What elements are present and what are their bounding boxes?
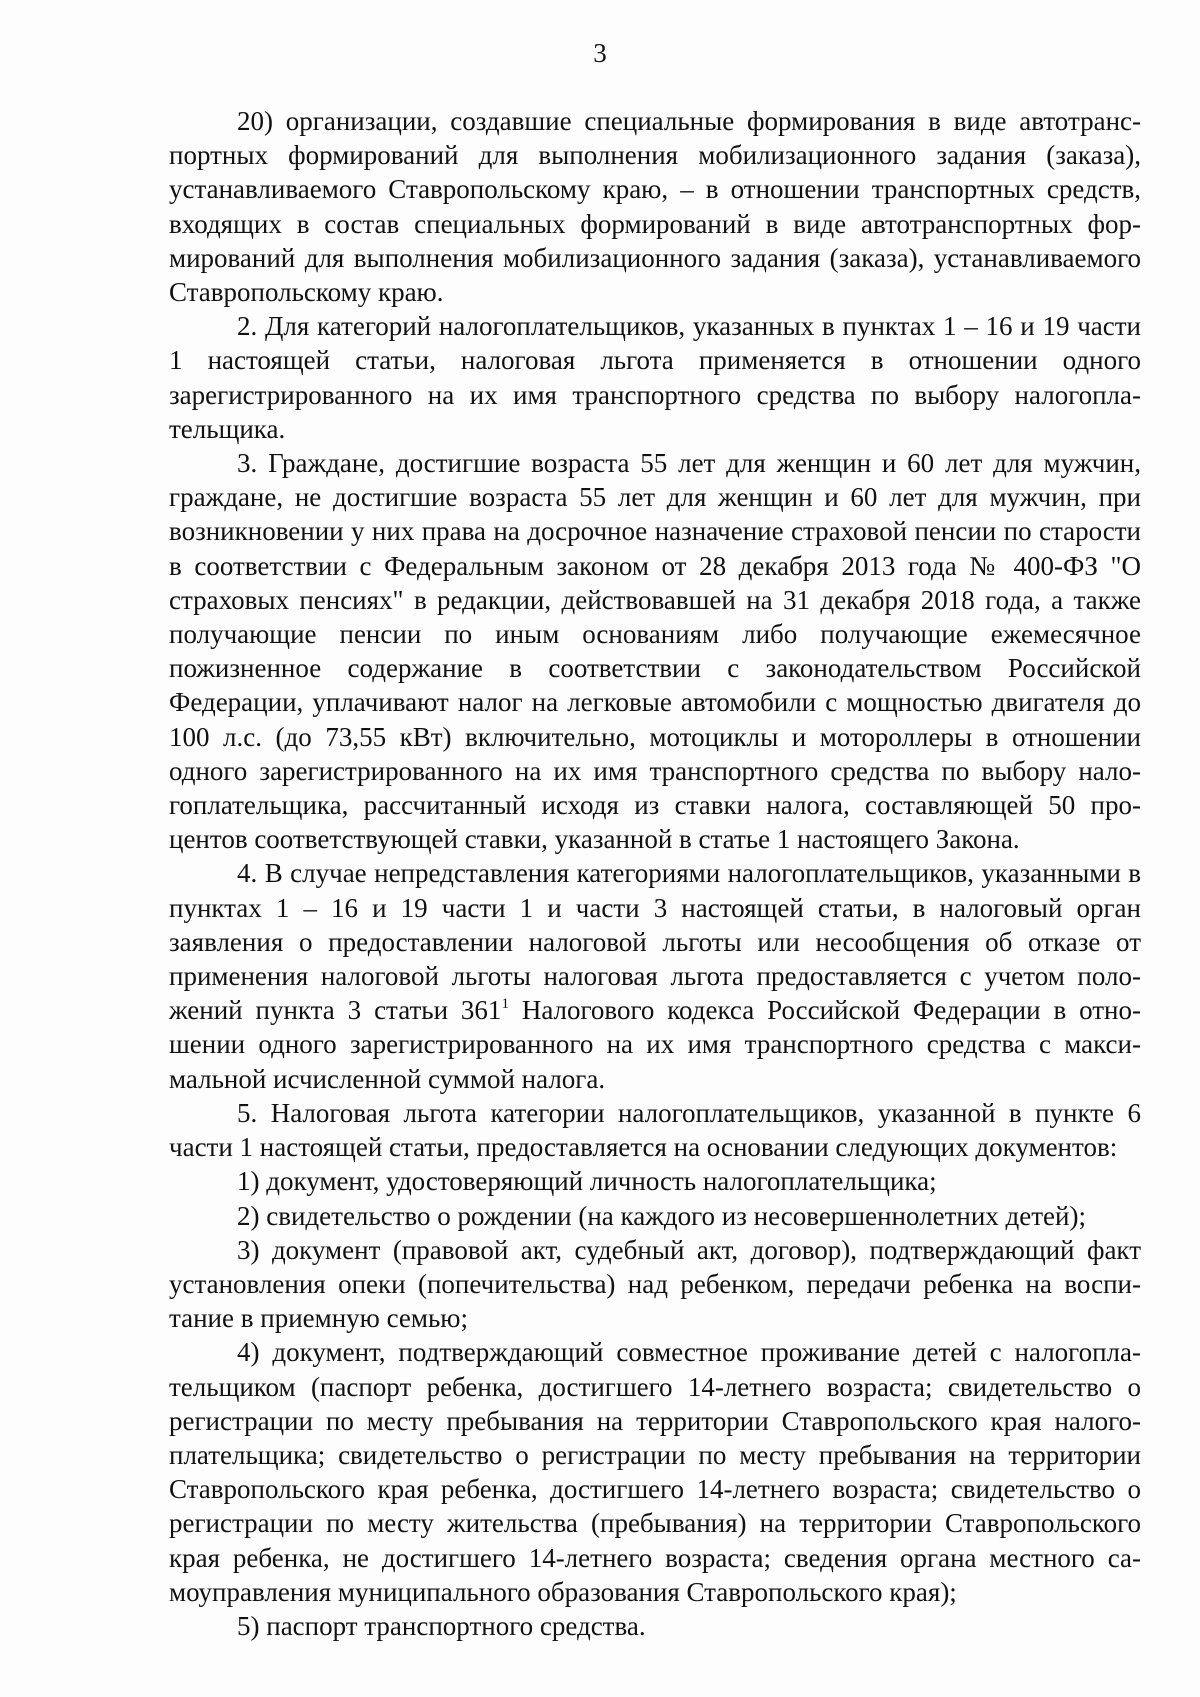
list-item-document-1: 1) документ, удостоверяющий личность налогоплательщика; [237, 1166, 937, 1197]
paragraph-part-2: 2. Для категорий налогоплательщиков, указанных в пунктах 1 – 16 и 19 части 1 настоящей статьи, налоговая льгота применяется в отношении одного зарегистрированного на их имя транспортного средства по выбору налогоплательщика. [169, 311, 1141, 444]
paragraph-part-4 [169, 856, 1141, 1095]
paragraph-part-4-text-before: 4. В случае непредставления категориями налогоплательщиков, указанными в пунктах 1 – 16 и 19 части 1 и части 3 настоящей статьи, в налоговый орган заявления о предоставлении налоговой льготы или несообщения об отказе от применения налоговой льготы налоговая льгота предоставляется с учетом положений пункта 3 статьи 361 [169, 858, 1141, 1026]
list-item-document-5: 5) паспорт транспортного средства. [237, 1610, 646, 1641]
paragraph-part-5: 5. Налоговая льгота категории налогоплательщиков, указанной в пункте 6 части 1 настоящей статьи, предоставляется на основании следующих документов: [169, 1097, 1141, 1163]
list-item-document-3: 3) документ (правовой акт, судебный акт, договор), подтверждающий факт установления опеки (попечительства) над ребенком, передачи ребенка на воспитание в приемную семью; [169, 1234, 1141, 1334]
paragraph-item-20: 20) организации, создавшие специальные формирования в виде автотранспортных формирований для выполнения мобилизационного задания (заказа), устанавливаемого Ставропольскому краю, – в отношении транспортных средств, входящих в состав специальных формирований в виде автотранспортных формирований для выполнения мобилизационного задания (заказа), устанавливаемого Ставропольскому краю. [169, 106, 1141, 308]
page-number: 3 [593, 38, 607, 68]
list-item-document-4: 4) документ, подтверждающий совместное проживание детей с налогоплательщиком (паспорт ребенка, достигшего 14-летнего возраста; свидетельство о регистрации по месту пребывания на территории Ставропольского края налогоплательщика; свидетельство о регистрации по месту пребывания на территории Ставропольского края ребенка, достигшего 14-летнего возраста; свидетельство о регистрации по месту жительства (пребывания) на территории Ставропольского края ребенка, не достигшего 14-летнего возраста; сведения органа местного самоуправления муниципального образования Ставропольского края); [169, 1337, 1141, 1607]
document-body [169, 104, 1141, 1643]
paragraph-part-4-text-after: Налогового кодекса Российской Федерации в отношении одного зарегистрированного на их имя транспортного средства с максимальной исчисленной суммой налога. [169, 995, 1141, 1094]
article-superscript: 1 [501, 996, 509, 1013]
paragraph-part-3: 3. Граждане, достигшие возраста 55 лет для женщин и 60 лет для мужчин, граждане, не достигшие возраста 55 лет для женщин и 60 лет для мужчин, при возникновении у них права на досрочное назначение страховой пенсии по старости в соответствии с Федеральным законом от 28 декабря 2013 года № 400-ФЗ "О страховых пенсиях" в редакции, действовавшей на 31 декабря 2018 года, а также получающие пенсии по иным основаниям либо получающие ежемесячное пожизненное содержание в соответствии с законодательством Российской Федерации, уплачивают налог на легковые автомобили с мощностью двигателя до 100 л.с. (до 73,55 кВт) включительно, мотоциклы и мотороллеры в отношении одного зарегистрированного на их имя транспортного средства по выбору налогоплательщика, рассчитанный исходя из ставки налога, составляющей 50 процентов соответствующей ставки, указанной в статье 1 настоящего Закона. [169, 448, 1141, 855]
list-item-document-2: 2) свидетельство о рождении (на каждого из несовершеннолетних детей); [237, 1200, 1086, 1231]
